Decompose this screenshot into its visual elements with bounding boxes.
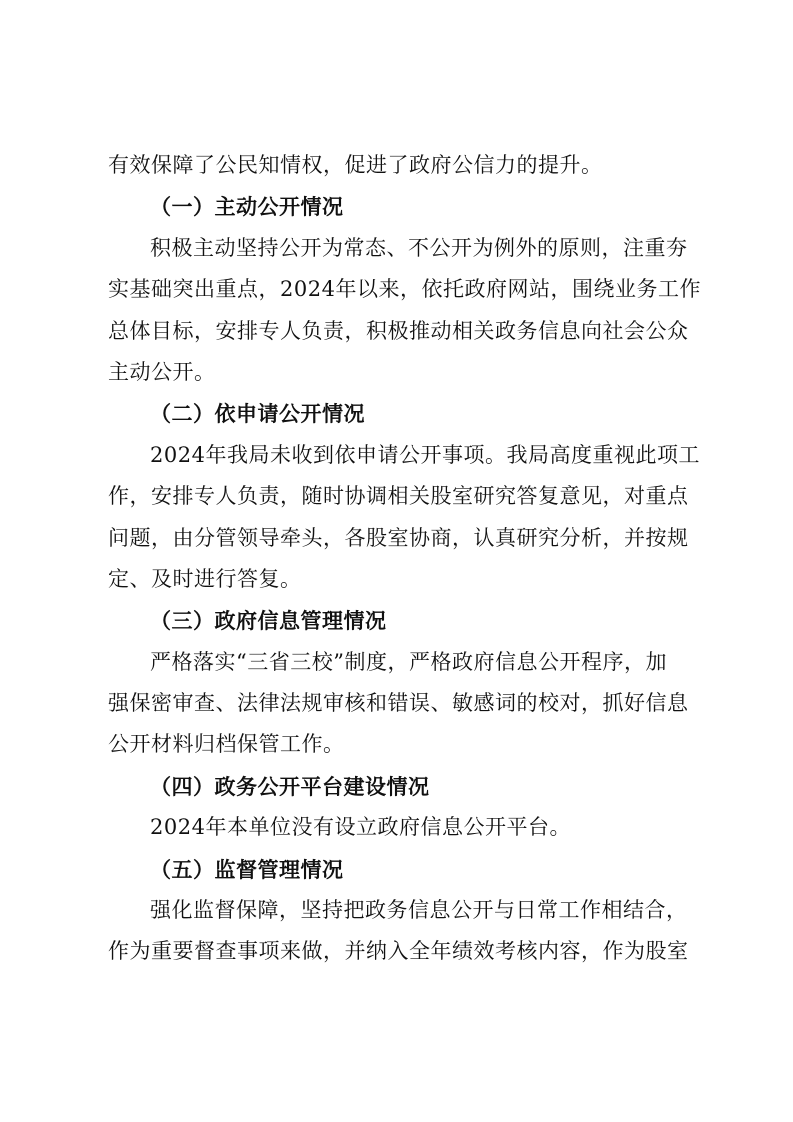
paragraph-line: 积极主动坚持公开为常态、不公开为例外的原则，注重夯 (150, 235, 688, 260)
section-heading-supervision: （五）监督管理情况 (150, 856, 344, 882)
paragraph-line: 问题，由分管领导牵头，各股室协商，认真研究分析，并按规 (108, 525, 689, 550)
paragraph-line: 定、及时进行答复。 (108, 566, 302, 591)
paragraph-line: 严格落实“三省三校”制度，严格政府信息公开程序，加 (150, 649, 667, 674)
paragraph-line: 实基础突出重点，2024年以来，依托政府网站，围绕业务工作 (108, 277, 701, 302)
section-heading-request-disclosure: （二）依申请公开情况 (150, 401, 365, 427)
paragraph-line: 2024年本单位没有设立政府信息公开平台。 (150, 815, 571, 840)
paragraph-line: 公开材料归档保管工作。 (108, 732, 345, 757)
paragraph-line: 2024年我局未收到依申请公开事项。我局高度重视此项工 (150, 442, 700, 467)
section-heading-info-management: （三）政府信息管理情况 (150, 608, 387, 634)
section-heading-active-disclosure: （一）主动公开情况 (150, 194, 344, 220)
paragraph-line: 作，安排专人负责，随时协调相关股室研究答复意见，对重点 (108, 484, 689, 509)
paragraph-line: 作为重要督查事项来做，并纳入全年绩效考核内容，作为股室 (108, 939, 689, 964)
paragraph-line: 有效保障了公民知情权，促进了政府公信力的提升。 (108, 153, 603, 177)
paragraph-line: 强保密审查、法律法规审核和错误、敏感词的校对，抓好信息 (108, 691, 689, 716)
document-body (108, 145, 701, 973)
paragraph-line: 总体目标，安排专人负责，积极推动相关政务信息向社会公众 (108, 318, 689, 343)
paragraph-line: 主动公开。 (108, 359, 216, 384)
section-heading-platform-construction: （四）政务公开平台建设情况 (150, 773, 430, 799)
paragraph-line: 强化监督保障，坚持把政务信息公开与日常工作相结合， (150, 898, 688, 923)
